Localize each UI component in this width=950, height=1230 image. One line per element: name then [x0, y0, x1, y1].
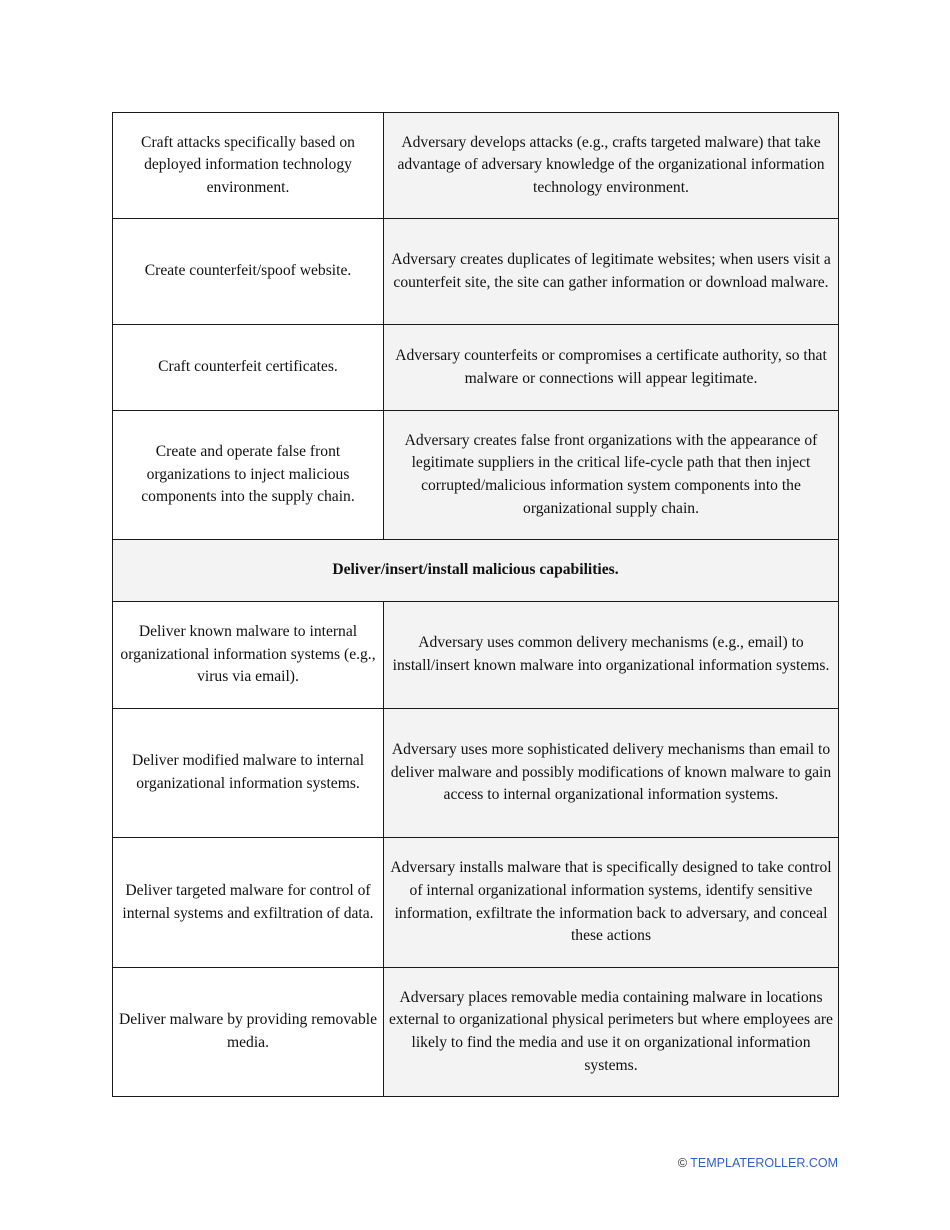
threat-action-cell: Deliver modified malware to internal organizational information systems.	[113, 709, 384, 838]
threat-description-cell: Adversary creates false front organizations with the appearance of legitimate suppliers in the critical life-cycle path that then inject corrupted/malicious information system components into the organizational supply chain.	[384, 411, 839, 540]
table-row	[113, 838, 839, 968]
table-row	[113, 113, 839, 219]
footer-brand-link[interactable]: TEMPLATEROLLER.COM	[690, 1156, 838, 1170]
threat-action-cell: Create and operate false front organizations to inject malicious components into the supply chain.	[113, 411, 384, 540]
threat-description-cell: Adversary uses common delivery mechanisms (e.g., email) to install/insert known malware into organizational information systems.	[384, 602, 839, 709]
table-row	[113, 709, 839, 838]
threat-description-cell: Adversary counterfeits or compromises a certificate authority, so that malware or connections will appear legitimate.	[384, 325, 839, 411]
table-row	[113, 968, 839, 1097]
section-heading: Deliver/insert/install malicious capabilities.	[113, 540, 839, 602]
table-row	[113, 325, 839, 411]
threat-action-cell: Deliver known malware to internal organizational information systems (e.g., virus via email).	[113, 602, 384, 709]
threat-action-cell: Craft counterfeit certificates.	[113, 325, 384, 411]
threat-events-table	[112, 112, 839, 1097]
threat-description-cell: Adversary installs malware that is specifically designed to take control of internal organizational information systems, identify sensitive information, exfiltrate the information back to adversary, and conceal these actions	[384, 838, 839, 968]
threat-action-cell: Deliver malware by providing removable media.	[113, 968, 384, 1097]
threat-description-cell: Adversary creates duplicates of legitimate websites; when users visit a counterfeit site, the site can gather information or download malware.	[384, 219, 839, 325]
table-row	[113, 411, 839, 540]
threat-action-cell: Create counterfeit/spoof website.	[113, 219, 384, 325]
threat-description-cell: Adversary places removable media containing malware in locations external to organizational physical perimeters but where employees are likely to find the media and use it on organizational information systems.	[384, 968, 839, 1097]
threat-description-cell: Adversary uses more sophisticated delivery mechanisms than email to deliver malware and possibly modifications of known malware to gain access to internal organizational information systems.	[384, 709, 839, 838]
copyright-symbol: ©	[677, 1156, 688, 1170]
section-heading-row	[113, 540, 839, 602]
threat-action-cell: Deliver targeted malware for control of internal systems and exfiltration of data.	[113, 838, 384, 968]
table-row	[113, 219, 839, 325]
footer-credit	[678, 1156, 838, 1170]
threat-description-cell: Adversary develops attacks (e.g., crafts targeted malware) that take advantage of adversary knowledge of the organizational information technology environment.	[384, 113, 839, 219]
threat-action-cell: Craft attacks specifically based on deployed information technology environment.	[113, 113, 384, 219]
table-row	[113, 602, 839, 709]
